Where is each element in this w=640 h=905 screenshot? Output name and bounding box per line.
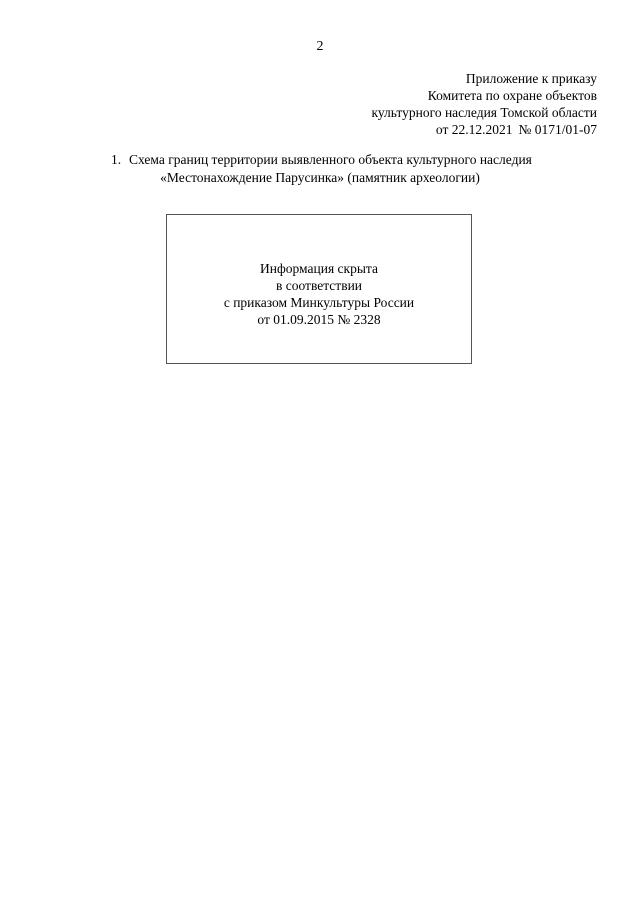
appendix-line-2: Комитета по охране объектов	[427, 88, 597, 103]
hidden-information-box	[166, 214, 472, 364]
appendix-line-1: Приложение к приказу	[465, 71, 597, 86]
section-title-line-2: «Местонахождение Парусинка» (памятник археологии)	[160, 170, 480, 185]
section-heading	[0, 151, 640, 187]
section-title-line-1: Схема границ территории выявленного объекта культурного наследия	[129, 152, 532, 167]
appendix-line-3: культурного наследия Томской области	[371, 105, 597, 120]
section-number: 1.	[111, 152, 122, 167]
appendix-date: от 22.12.2021	[435, 122, 513, 137]
hidden-info-line-2: в соответствии	[275, 278, 363, 293]
hidden-info-line-3: с приказом Минкультуры России	[223, 295, 415, 310]
appendix-header	[372, 70, 597, 138]
appendix-date-line	[372, 121, 597, 138]
hidden-info-line-1: Информация скрыта	[260, 261, 378, 276]
page-number: 2	[316, 39, 324, 54]
hidden-information-text	[167, 260, 471, 328]
hidden-info-line-4: от 01.09.2015 № 2328	[257, 312, 381, 327]
appendix-order-number: № 0171/01-07	[518, 122, 597, 137]
